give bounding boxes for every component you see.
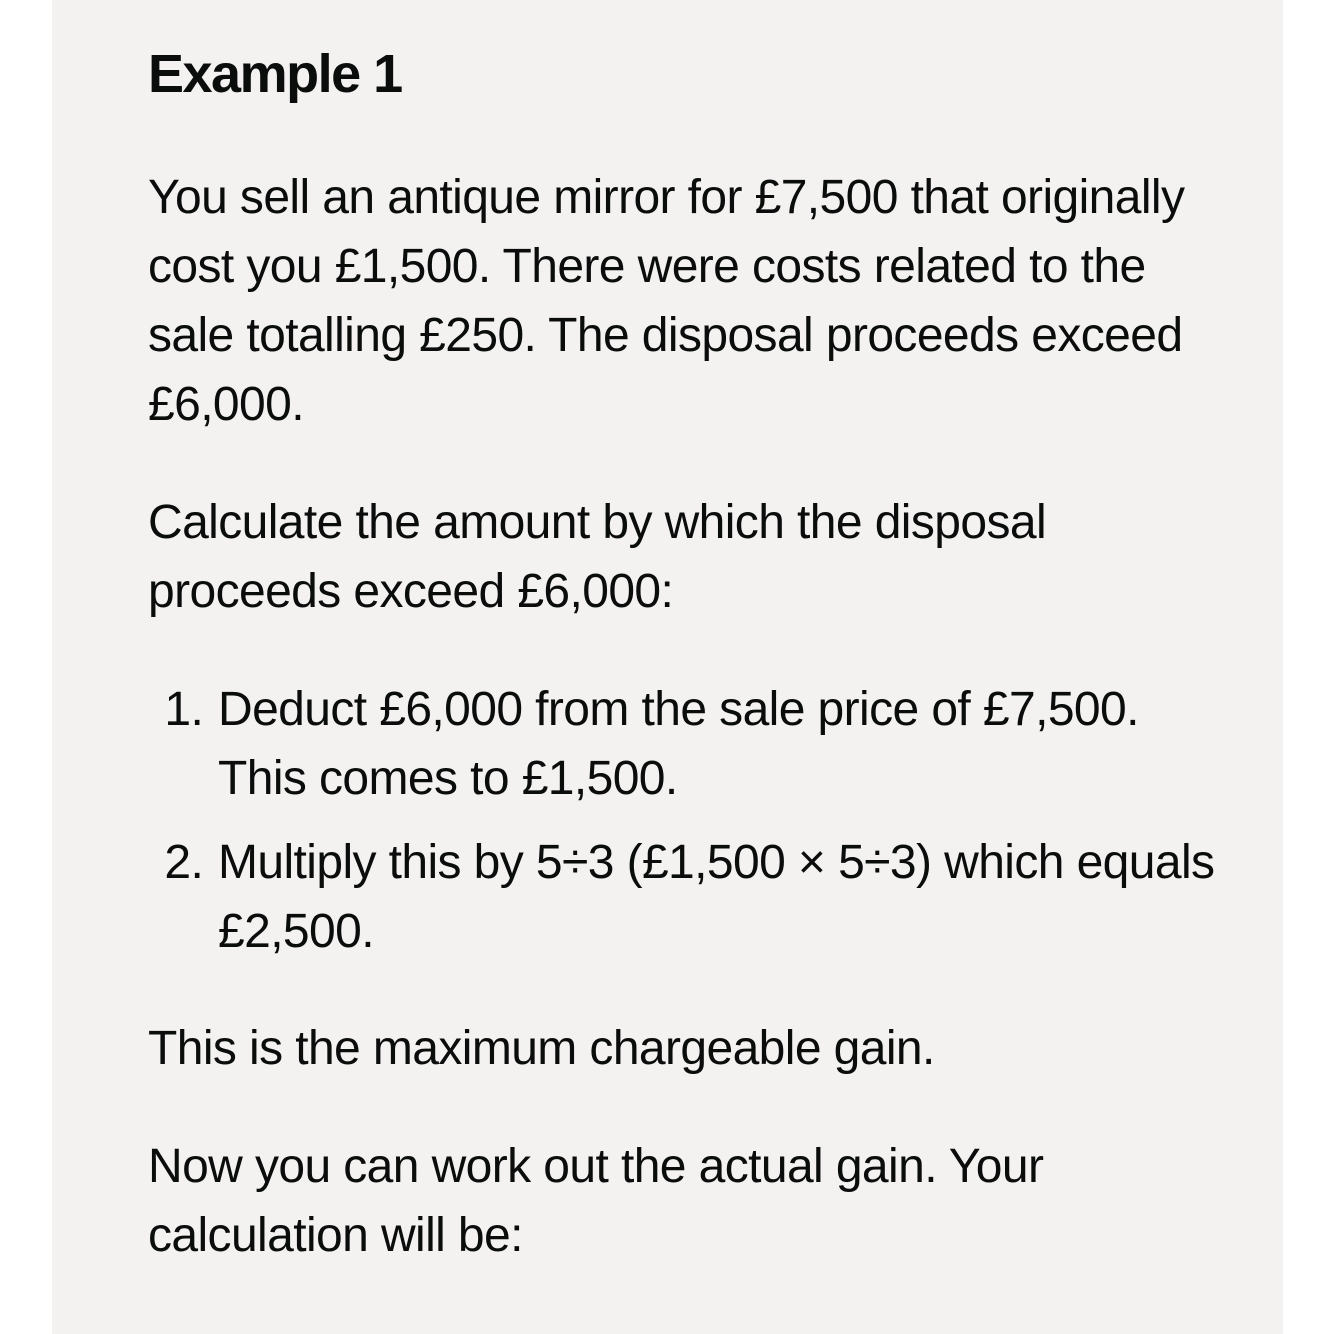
- maximum-gain-statement: This is the maximum chargeable gain.: [148, 1021, 935, 1075]
- calculation-steps-list: [148, 675, 1228, 966]
- example-content: [148, 42, 1228, 1319]
- example-panel: [52, 0, 1283, 1334]
- calculation-step: 1. Deduct £6,000 from the sale price of £7,500. This comes to £1,500.: [216, 675, 1228, 813]
- calculation-instruction: Calculate the amount by which the disposal proceeds exceed £6,000:: [148, 495, 1047, 618]
- example-heading: Example 1: [148, 44, 402, 104]
- actual-gain-intro: Now you can work out the actual gain. Your calculation will be:: [148, 1139, 1044, 1262]
- calculation-step: 2. Multiply this by 5÷3 (£1,500 × 5÷3) which equals £2,500.: [216, 828, 1228, 966]
- example-intro-paragraph: You sell an antique mirror for £7,500 that originally cost you £1,500. There were costs related to the sale totalling £250. The disposal proceeds exceed £6,000.: [148, 170, 1185, 431]
